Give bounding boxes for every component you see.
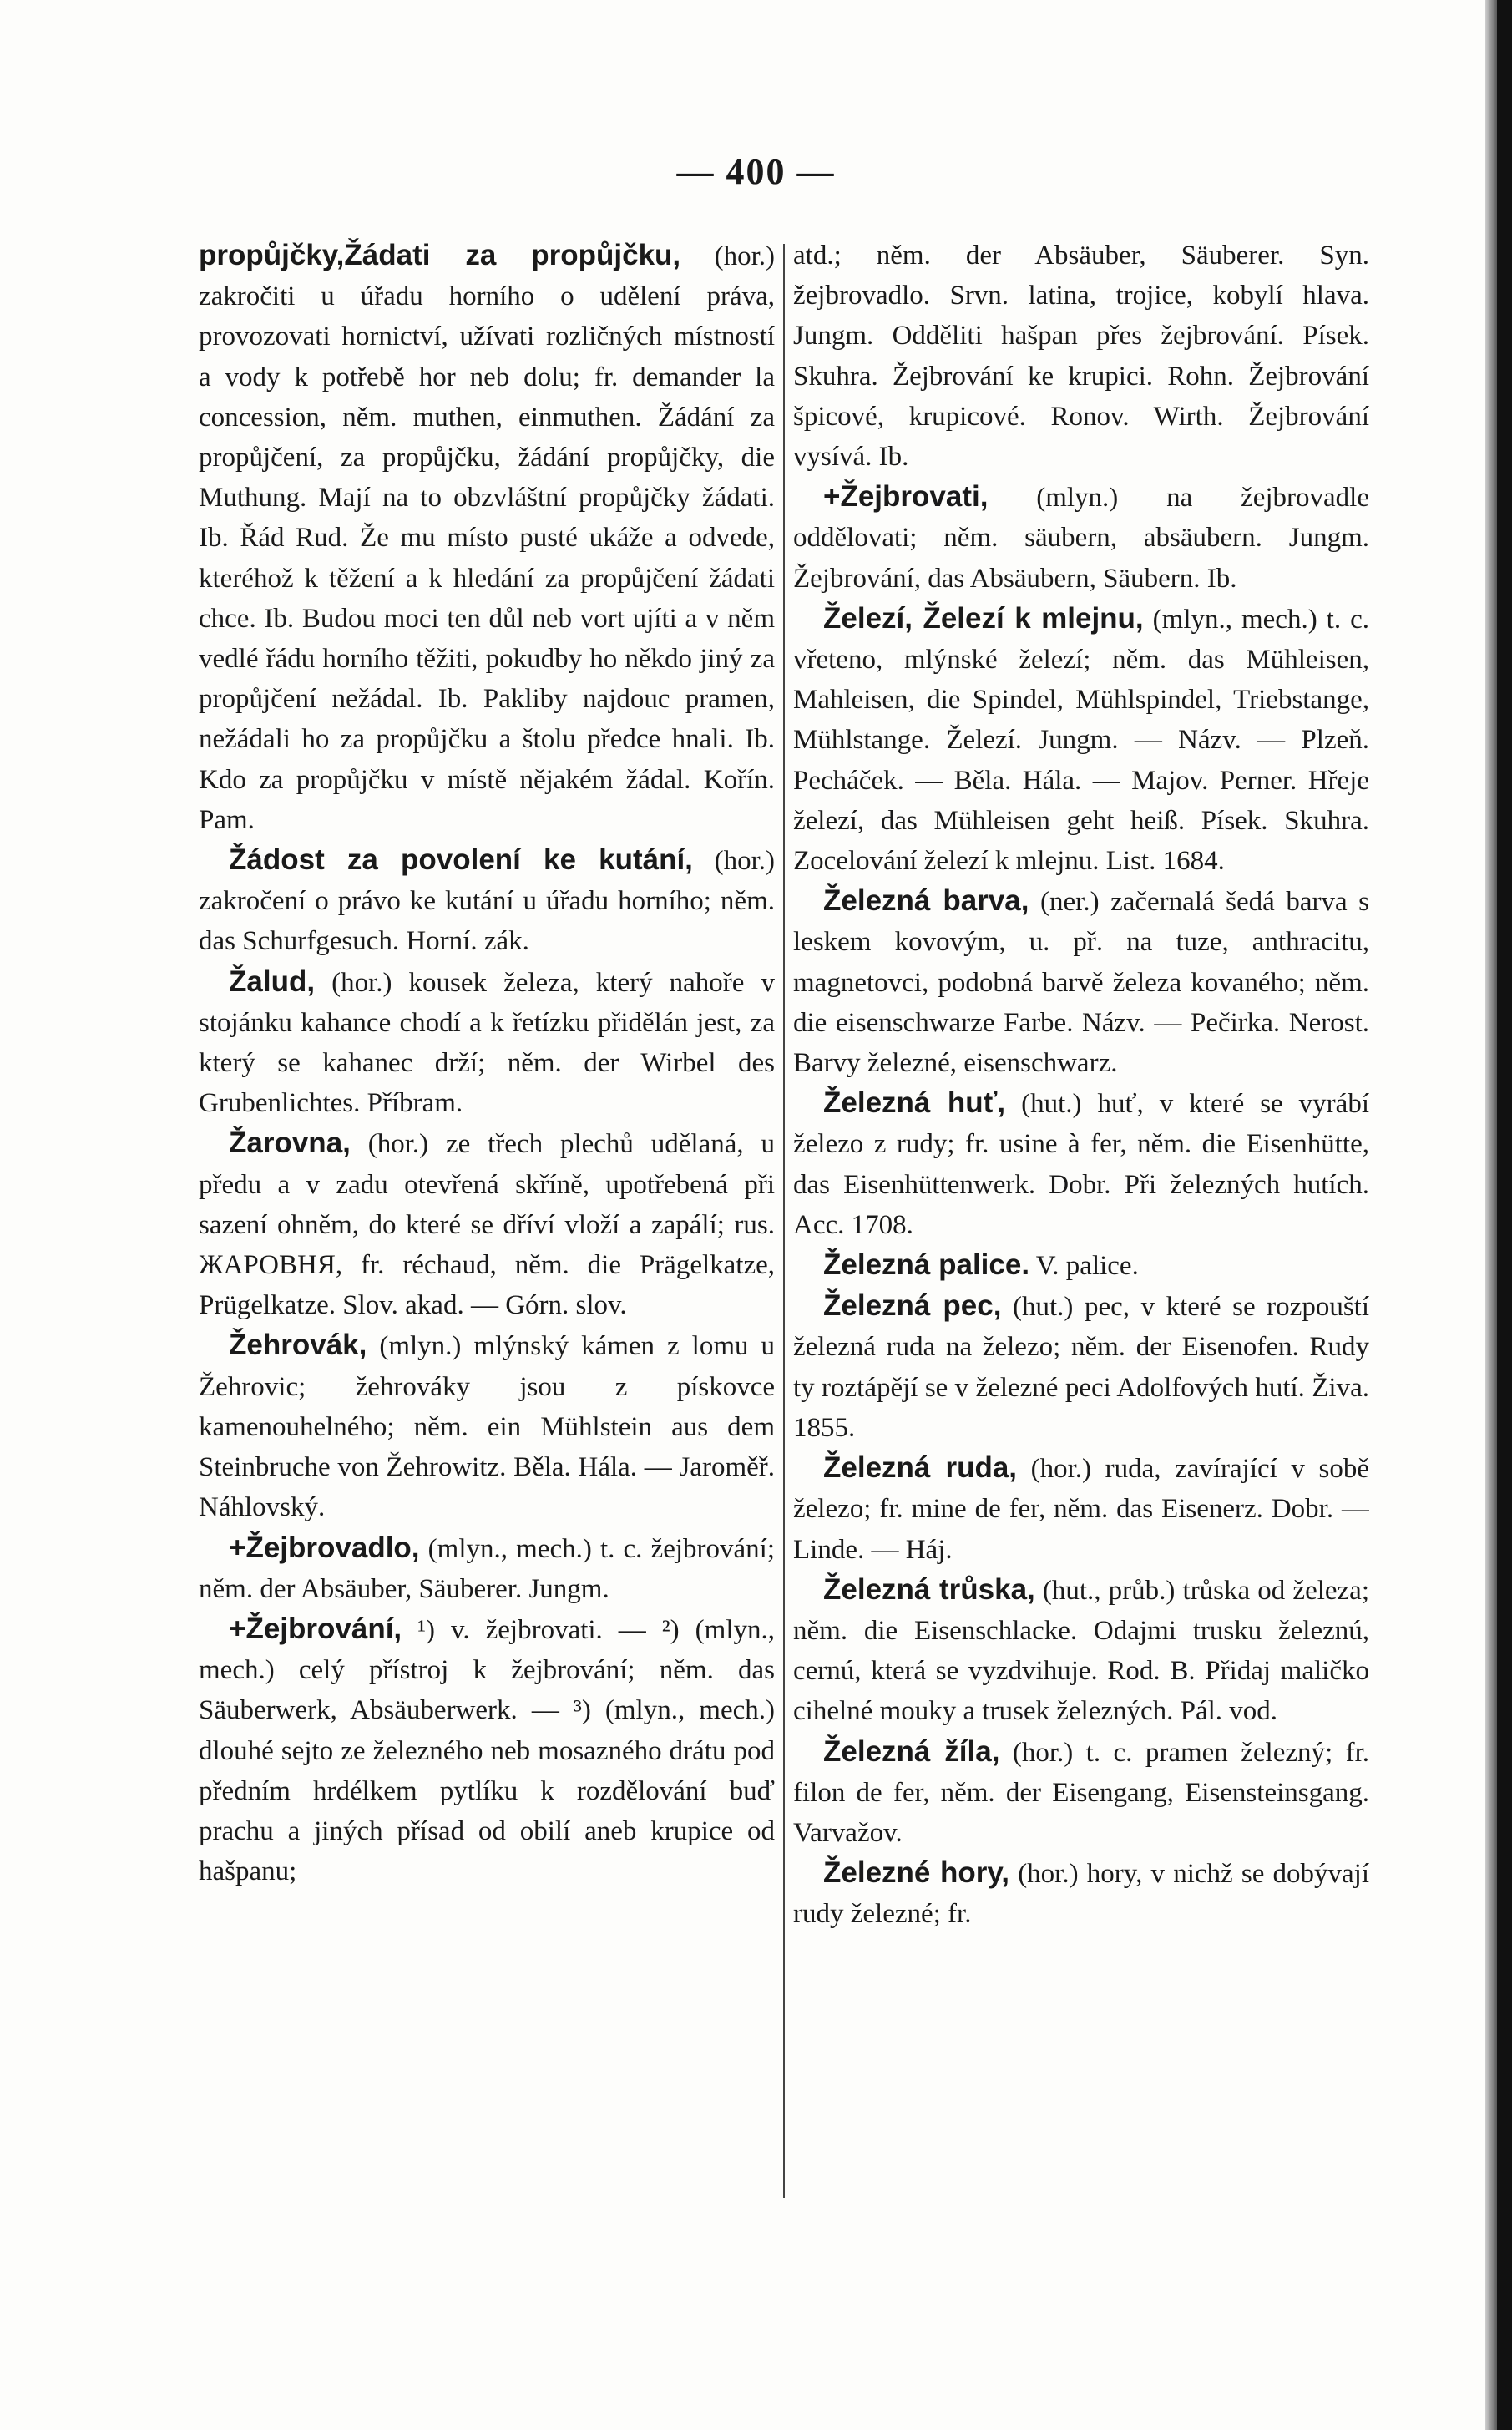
entry-text: (mlyn., mech.) t. c. vřeteno, mlýnské železí; něm. das Mühleisen, Mahleisen, die Spindel, Mühlspindel, Triebstange, Mühlstange. Železí. Jungm. — Názv. — Plzeň. Pecháček. — Běla. Hála. — Majov. Perner. Hřeje železí, das Mühleisen geht heiß. Písek. Skuhra. Zocelování železí k mlejnu. List. 1684. bbox=[793, 604, 1369, 877]
entry-headword: Žádost za povolení ke kutání, bbox=[229, 843, 693, 877]
dictionary-entry bbox=[793, 599, 1369, 881]
entry-headword: Železná palice. bbox=[823, 1248, 1030, 1282]
dictionary-entry bbox=[199, 1528, 775, 1609]
entry-text: atd.; něm. der Absäuber, Säuberer. Syn. žejbrovadlo. Srvn. latina, trojice, kobylí hlava. Jungm. Odděliti hašpan přes žejbrování. Písek. Skuhra. Žejbrování ke krupici. Rohn. Žejbrování špicové, krupicové. Ronov. Wirth. Žejbrování vysívá. Ib. bbox=[793, 240, 1369, 473]
left-column bbox=[199, 235, 775, 2240]
entry-headword: Železná pec, bbox=[823, 1289, 1002, 1323]
entry-text: (hor.) hory, v nichž se dobývají rudy železné; fr. bbox=[793, 1859, 1369, 1930]
entry-headword: Železná trůska, bbox=[823, 1572, 1035, 1606]
dictionary-entry bbox=[793, 1286, 1369, 1448]
entry-headword: Železné hory, bbox=[823, 1856, 1010, 1890]
dictionary-entry bbox=[199, 1609, 775, 1891]
entry-text: (hor.) ze třech plechů udělaná, u předu a v zadu otevřená skříně, upotřebená při sazení ohněm, do které se dříví vloží a zapálí; rus. ЖАРОВНЯ, fr. réchaud, něm. die Prägelkatze, Prügelkatze. Slov. akad. — Górn. slov. bbox=[199, 1129, 775, 1321]
dictionary-entry bbox=[793, 235, 1369, 477]
dictionary-entry bbox=[199, 962, 775, 1124]
right-column bbox=[793, 235, 1369, 2240]
dictionary-entry bbox=[793, 1245, 1369, 1286]
entry-text: V. palice. bbox=[1029, 1251, 1139, 1282]
entry-text: (hut.) pec, v které se rozpouští železná ruda na železo; něm. der Eisenofen. Rudy ty roztápějí se v železné peci Adolfových hutí. Živa. 1855. bbox=[793, 1292, 1369, 1443]
entry-text: (hor.) t. c. pramen železný; fr. filon de fer, něm. der Eisengang, Eisensteinsgang. Varvažov. bbox=[793, 1737, 1369, 1848]
entry-headword: Železí, Železí k mlejnu, bbox=[823, 601, 1144, 635]
entry-text: (hor.) ruda, zavírající v sobě železo; fr. mine de fer, něm. das Eisenerz. Dobr. — Linde. — Háj. bbox=[793, 1454, 1369, 1565]
dictionary-entry bbox=[793, 1853, 1369, 1934]
dictionary-entry bbox=[199, 1325, 775, 1527]
entry-headword: +Žejbrovati, bbox=[823, 480, 989, 514]
entry-text: (mlyn.) mlýnský kámen z lomu u Žehrovic; žehrováky jsou z pískovce kamenouhelného; něm. ein Mühlstein aus dem Steinbruche von Žehrowitz. Běla. Hála. — Jaroměř. Náhlovský. bbox=[199, 1331, 775, 1523]
entry-text: (ner.) začernalá šedá barva s leskem kovovým, u. př. na tuze, anthracitu, magnetovci, podobná barvě železa kovaného; něm. die eisenschwarze Farbe. Názv. — Pečirka. Nerost. Barvy železné, eisenschwarz. bbox=[793, 887, 1369, 1079]
entry-headword: Železná ruda, bbox=[823, 1451, 1018, 1485]
dictionary-entry bbox=[793, 1570, 1369, 1732]
dictionary-entry bbox=[793, 477, 1369, 599]
entry-headword: +Žejbrování, bbox=[229, 1612, 402, 1645]
dictionary-columns bbox=[199, 235, 1384, 2240]
entry-headword: Železná žíla, bbox=[823, 1734, 1000, 1768]
dictionary-entry bbox=[793, 881, 1369, 1083]
entry-text: (mlyn., mech.) t. c. žejbrování; něm. der Absäuber, Säuberer. Jungm. bbox=[199, 1533, 775, 1604]
dictionary-entry bbox=[793, 1448, 1369, 1570]
entry-headword: Železná huť, bbox=[823, 1086, 1006, 1120]
dictionary-entry bbox=[199, 1123, 775, 1325]
entry-text: ¹) v. žejbrovati. — ²) (mlyn., mech.) celý přístroj k žejbrování; něm. das Säuberwerk, Absäuberwerk. — ³) (mlyn., mech.) dlouhé sejto ze železného neb mosazného drátu pod předním hrdélkem pytlíku k rozdělování buď prachu a jiných přísad od obilí aneb krupice od hašpanu; bbox=[199, 1614, 775, 1887]
entry-text: (hor.) zakročiti u úřadu horního o udělení práva, provozovati hornictví, užívati rozličných místností a vody k potřebě hor neb dolu; fr. demander la concession, něm. muthen, einmuthen. Žádání za propůjčení, za propůjčku, žádání propůjčky, die Muthung. Mají na to obzvláštní propůjčky žádati. Ib. Řád Rud. Že mu místo pusté ukáže a odvede, kteréhož k těžení a k hledání za propůjčení žádati chce. Ib. Budou moci ten důl neb vort ujíti a v něm vedlé řádu horního těžiti, pokudby ho někdo jiný za propůjčení nežádal. Ib. Pakliby najdouc pramen, nežádali ho za propůjčku a štolu předce hnali. Ib. Kdo za propůjčku v místě nějakém žádal. Kořín. Pam. bbox=[199, 241, 775, 835]
entry-headword: Žehrovák, bbox=[229, 1329, 367, 1362]
dictionary-entry bbox=[793, 1732, 1369, 1854]
dictionary-entry bbox=[793, 1083, 1369, 1245]
entry-headword: Železná barva, bbox=[823, 884, 1029, 918]
dictionary-entry bbox=[199, 840, 775, 962]
entry-text: (hut., průb.) trůska od železa; něm. die Eisenschlacke. Odajmi trusku železnú, cernú, která se vyzdvihuje. Rod. B. Přidaj maličko cihelné mouky a trusek železných. Pál. vod. bbox=[793, 1575, 1369, 1727]
entry-text: (hor.) zakročení o právo ke kutání u úřadu horního; něm. das Schurfgesuch. Horní. zák. bbox=[199, 846, 775, 957]
entry-headword: Žarovna, bbox=[229, 1126, 351, 1160]
page-number: — 400 — bbox=[676, 151, 836, 192]
entry-headword: +Žejbrovadlo, bbox=[229, 1531, 420, 1564]
dictionary-entry bbox=[199, 235, 775, 840]
entry-text: (hor.) kousek železa, který nahoře v stojánku kahance chodí a k řetízku přidělán jest, za který se kahanec drží; něm. der Wirbel des Grubenlichtes. Příbram. bbox=[199, 967, 775, 1119]
entry-headword: Žalud, bbox=[229, 964, 316, 998]
entry-headword: propůjčky,Žádati za propůjčku, bbox=[199, 239, 681, 271]
column-divider bbox=[783, 244, 785, 2198]
entry-text: (hut.) huť, v které se vyrábí železo z rudy; fr. usine à fer, něm. die Eisenhütte, das Eisenhüttenwerk. Dobr. Při železných hutích. Acc. 1708. bbox=[793, 1089, 1369, 1240]
entry-text: (mlyn.) na žejbrovadle oddělovati; něm. säubern, absäubern. Jungm. Žejbrování, das Absäubern, Säubern. Ib. bbox=[793, 483, 1369, 594]
